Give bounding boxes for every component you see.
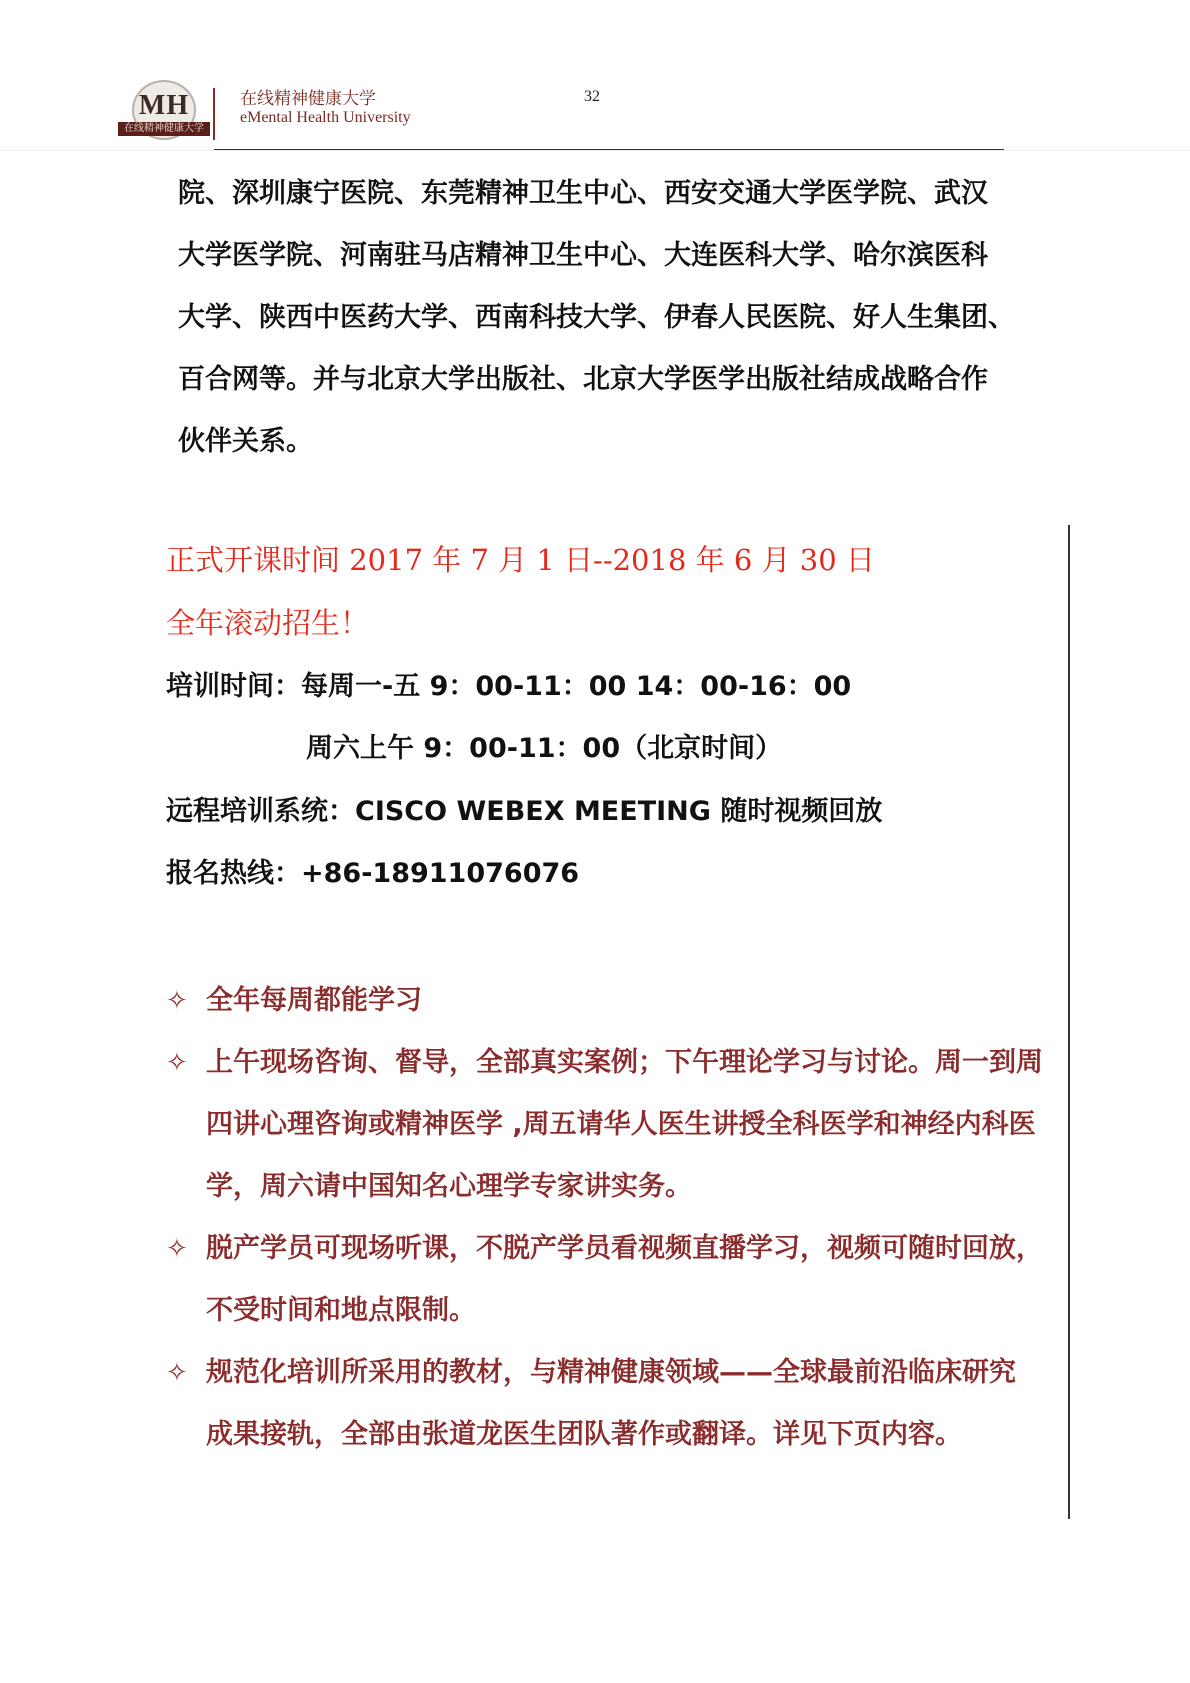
feature-list	[166, 970, 1066, 1466]
header-divider	[213, 88, 215, 140]
intro-paragraph	[178, 163, 1018, 473]
list-item	[166, 1032, 1066, 1218]
list-item-line: 四讲心理咨询或精神医学 ,周五请华人医生讲授全科医学和神经内科医	[206, 1109, 1036, 1140]
list-item-line: 不受时间和地点限制。	[206, 1295, 476, 1326]
sparkle-icon: ✧	[166, 1048, 188, 1078]
org-name-en: eMental Health University	[240, 109, 411, 126]
org-name-cn: 在线精神健康大学	[240, 89, 376, 109]
enrollment-notice: 全年滚动招生！	[166, 606, 370, 640]
list-item	[166, 970, 1066, 1032]
list-item	[166, 1218, 1066, 1342]
training-time-saturday: 周六上午 9：00-11：00（北京时间）	[306, 733, 783, 764]
course-dates: 正式开课时间 2017 年 7 月 1 日--2018 年 6 月 30 日	[166, 543, 875, 577]
sparkle-icon: ✧	[166, 1358, 188, 1388]
intro-line: 大学医学院、河南驻马店精神卫生中心、大连医科大学、哈尔滨医科	[178, 240, 988, 271]
hotline: 报名热线：+86-18911076076	[166, 858, 580, 889]
header-shadow	[0, 150, 1190, 151]
list-item-line: 规范化培训所采用的教材，与精神健康领域——全球最前沿临床研究	[206, 1357, 1016, 1388]
list-item-line: 全年每周都能学习	[206, 985, 422, 1016]
intro-line: 伙伴关系。	[178, 426, 313, 457]
list-item-line: 学，周六请中国知名心理学专家讲实务。	[206, 1171, 692, 1202]
list-item-line: 上午现场咨询、督导，全部真实案例；下午理论学习与讨论。周一到周	[206, 1047, 1043, 1078]
sparkle-icon: ✧	[166, 986, 188, 1016]
list-item	[166, 1342, 1066, 1466]
list-item-line: 脱产学员可现场听课，不脱产学员看视频直播学习，视频可随时回放，	[206, 1233, 1043, 1264]
sparkle-icon: ✧	[166, 1234, 188, 1264]
right-margin-rule	[1068, 525, 1070, 1519]
intro-line: 院、深圳康宁医院、东莞精神卫生中心、西安交通大学医学院、武汉	[178, 178, 988, 209]
training-time-weekday: 培训时间：每周一-五 9：00-11：00 14：00-16：00	[166, 671, 852, 702]
page-number: 32	[584, 88, 600, 105]
list-item-line: 成果接轨，全部由张道龙医生团队著作或翻译。详见下页内容。	[206, 1419, 962, 1450]
logo-ribbon: 在线精神健康大学	[118, 122, 210, 136]
intro-line: 大学、陕西中医药大学、西南科技大学、伊春人民医院、好人生集团、	[178, 302, 1015, 333]
mh-logo	[118, 78, 210, 142]
logo-text: MH	[138, 90, 190, 121]
intro-line: 百合网等。并与北京大学出版社、北京大学医学出版社结成战略合作	[178, 364, 988, 395]
page-header	[0, 0, 1190, 150]
remote-system: 远程培训系统：CISCO WEBEX MEETING 随时视频回放	[166, 796, 883, 827]
